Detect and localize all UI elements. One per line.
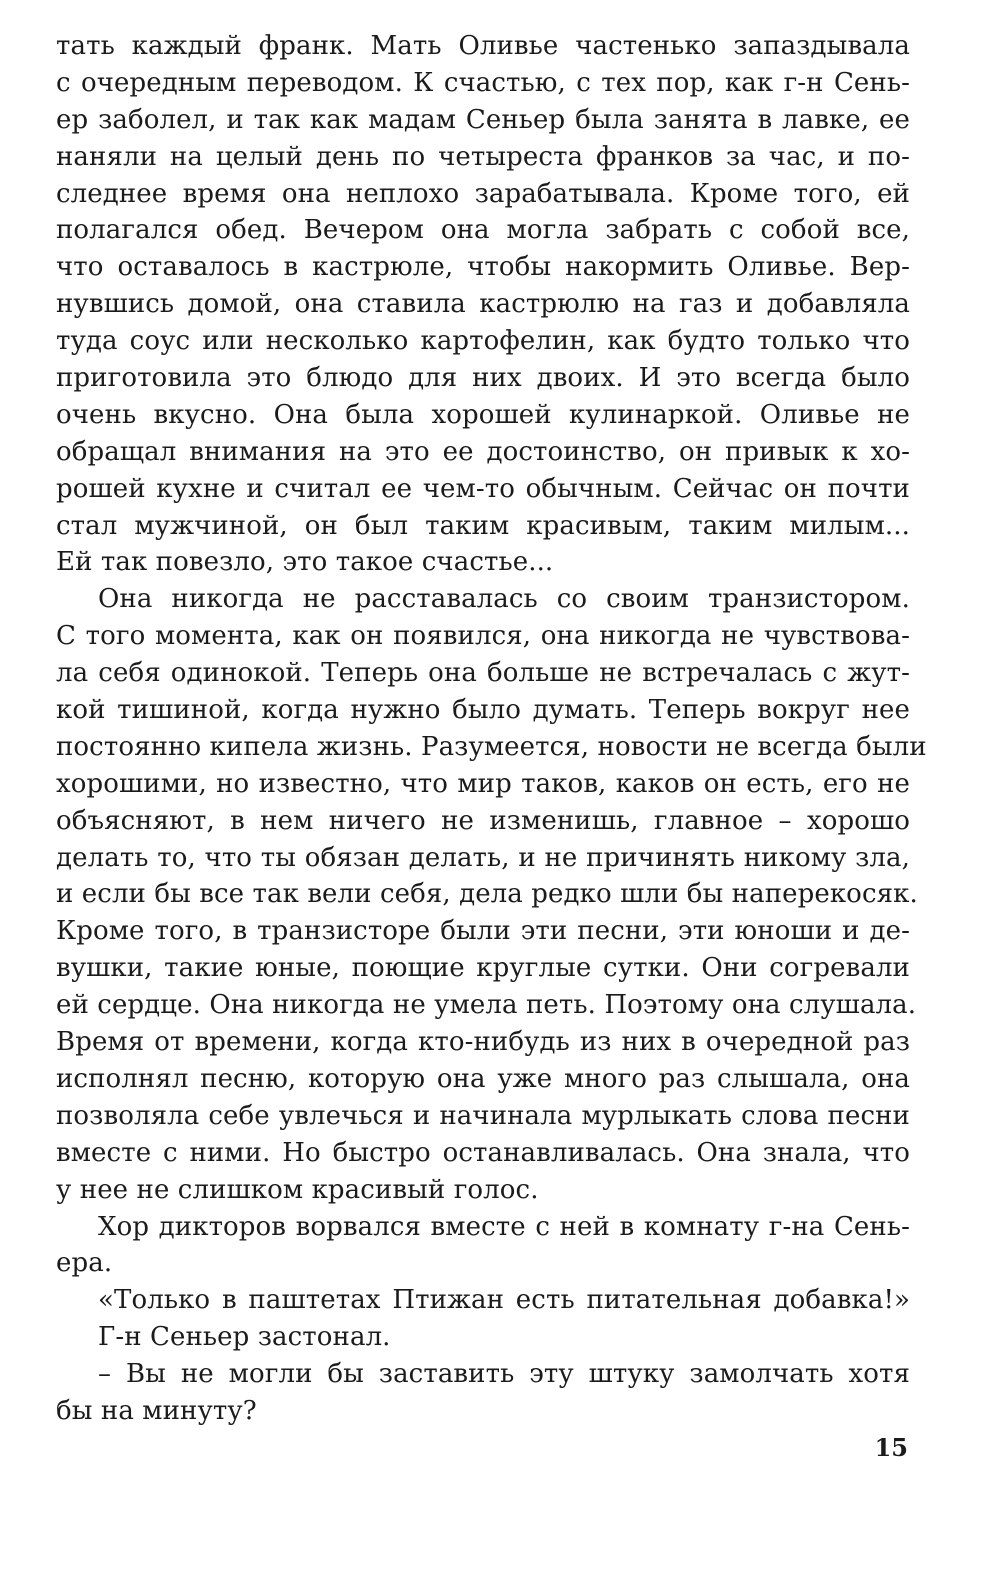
text-line: позволяла себе увлечься и начинала мурлыкать слова песни: [56, 1100, 910, 1131]
text-line: очень вкусно. Она была хорошей кулинаркой. Оливье не: [56, 399, 910, 430]
text-line: стал мужчиной, он был таким красивым, таким милым...: [56, 510, 910, 541]
text-line: нувшись домой, она ставила кастрюлю на газ и добавляла: [56, 289, 910, 320]
text-line: объясняют, в нем ничего не изменишь, главное – хорошо: [56, 805, 910, 836]
text-line: «Только в паштетах Птижан есть питательная добавка!»: [98, 1285, 910, 1316]
body-text: [56, 28, 927, 1430]
text-line: постоянно кипела жизнь. Разумеется, новости не всегда были: [56, 731, 927, 762]
text-line: и если бы все так вели себя, дела редко шли бы наперекосяк.: [56, 879, 918, 910]
page-number: 15: [874, 1433, 908, 1462]
text-line: – Вы не могли бы заставить эту штуку замолчать хотя: [98, 1359, 910, 1390]
text-line: вместе с ними. Но быстро останавливалась. Она знала, что: [56, 1137, 910, 1168]
text-line: исполнял песню, которую она уже много раз слышала, она: [56, 1063, 910, 1094]
text-line: С того момента, как он появился, она никогда не чувствова-: [56, 621, 910, 652]
text-line: у нее не слишком красивый голос.: [56, 1174, 539, 1205]
text-line: кой тишиной, когда нужно было думать. Теперь вокруг нее: [56, 695, 910, 726]
text-line: хорошими, но известно, что мир таков, каков он есть, его не: [56, 768, 910, 799]
text-line: обращал внимания на это ее достоинство, он привык к хо-: [56, 436, 910, 467]
text-line: Хор дикторов ворвался вместе с ней в комнату г-на Сень-: [98, 1211, 910, 1242]
text-line: тать каждый франк. Мать Оливье частенько запаздывала: [56, 31, 910, 61]
text-line: с очередным переводом. К счастью, с тех пор, как г-н Сень-: [56, 67, 910, 98]
text-line: бы на минуту?: [56, 1395, 257, 1426]
text-line: ей сердце. Она никогда не умела петь. Поэтому она слушала.: [56, 990, 917, 1021]
text-line: Г-н Сеньер застонал.: [98, 1322, 391, 1353]
text-line: рошей кухне и считал ее чем-то обычным. Сейчас он почти: [56, 473, 910, 504]
text-line: приготовила это блюдо для них двоих. И это всегда было: [56, 363, 910, 394]
text-line: следнее время она неплохо зарабатывала. Кроме того, ей: [56, 178, 910, 209]
text-line: Время от времени, когда кто-нибудь из них в очередной раз: [56, 1027, 910, 1058]
text-line: делать то, что ты обязан делать, и не причинять никому зла,: [56, 842, 910, 873]
text-line: ла себя одинокой. Теперь она больше не встречалась с жут-: [56, 658, 910, 689]
text-line: наняли на целый день по четыреста франков за час, и по-: [56, 141, 910, 172]
text-line: Кроме того, в транзисторе были эти песни, эти юноши и де-: [56, 916, 910, 947]
text-line: полагался обед. Вечером она могла забрать с собой все,: [56, 215, 910, 246]
text-line: ера.: [56, 1248, 113, 1279]
text-line: Ей так повезло, это такое счастье...: [56, 547, 554, 578]
text-line: вушки, такие юные, поющие круглые сутки. Они согревали: [56, 953, 910, 984]
text-line: ер заболел, и так как мадам Сеньер была занята в лавке, ее: [56, 104, 910, 135]
text-line: Она никогда не расставалась со своим транзистором.: [98, 584, 910, 615]
text-line: туда соус или несколько картофелин, как будто только что: [56, 326, 910, 357]
text-line: что оставалось в кастрюле, чтобы накормить Оливье. Вер-: [56, 252, 910, 283]
